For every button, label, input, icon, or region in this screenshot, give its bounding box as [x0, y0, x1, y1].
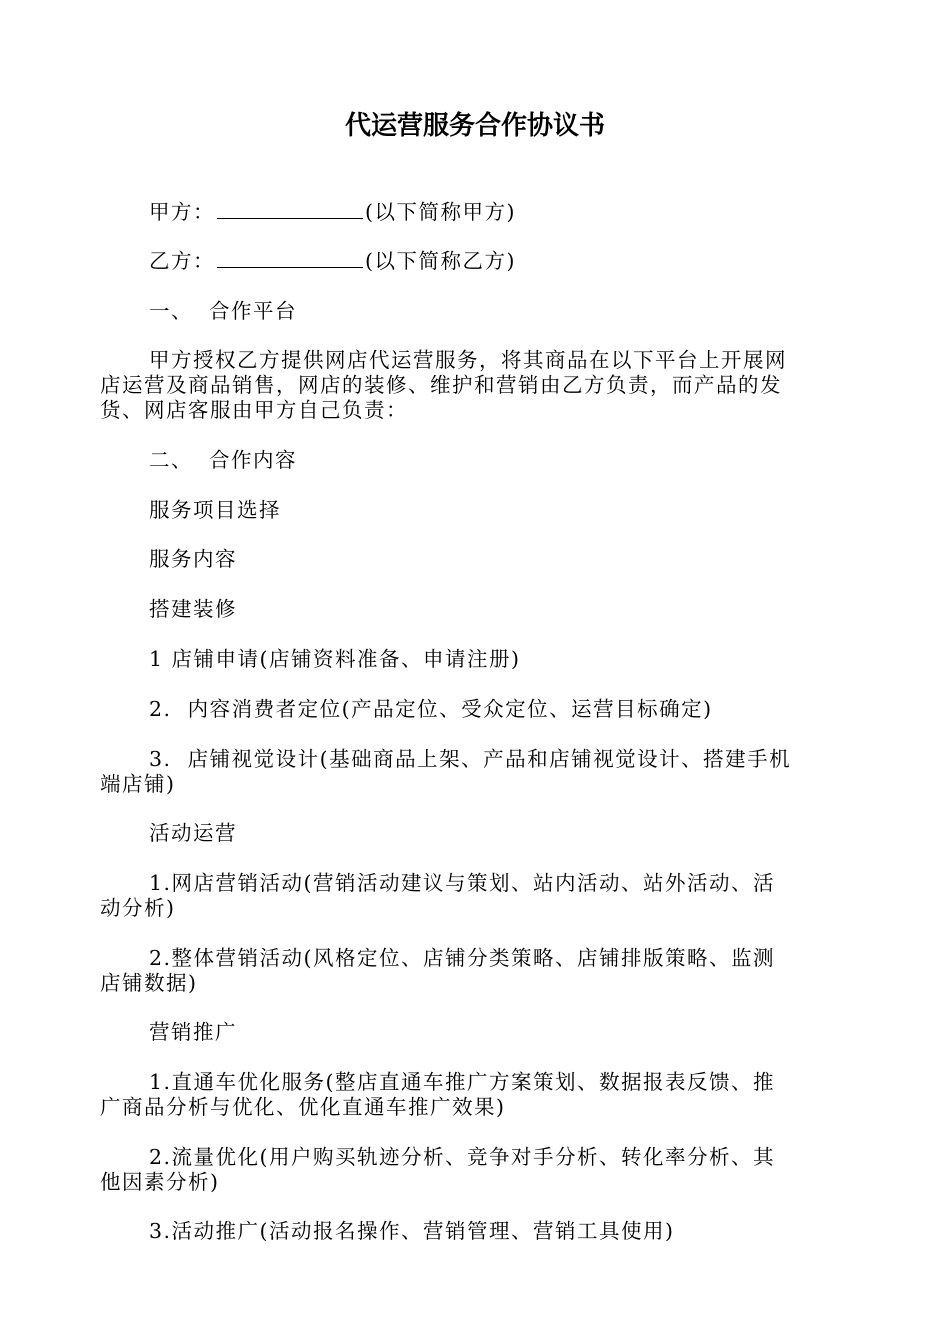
paragraph-line: 他因素分析): [100, 1170, 220, 1194]
party-a-line: [100, 200, 899, 225]
list-item-shop-application: 1 店铺申请(店铺资料准备、申请注册): [149, 647, 521, 671]
list-item-through-train: [100, 1070, 850, 1120]
paragraph-line: 广商品分析与优化、优化直通车推广效果): [100, 1095, 506, 1119]
paragraph-line: 货、网店客服由甲方自己负责：: [100, 398, 408, 422]
paragraph-line: 1.网店营销活动(营销活动建议与策划、站内活动、站外活动、活: [149, 871, 776, 895]
list-item-shop-marketing: [100, 871, 850, 921]
list-item-traffic: [100, 1145, 850, 1195]
service-content-heading: 服务内容: [149, 547, 237, 571]
paragraph-line: 店铺数据): [100, 971, 198, 995]
service-select-heading: 服务项目选择: [149, 498, 281, 522]
paragraph-line: 端店铺): [100, 772, 176, 796]
party-b-line: [100, 249, 899, 274]
paragraph-authorization: [100, 348, 850, 423]
party-a-blank: [217, 200, 363, 219]
list-item-overall-marketing: [100, 946, 850, 996]
document-title: 代运营服务合作协议书: [344, 111, 605, 141]
build-decor-heading: 搭建装修: [149, 597, 237, 621]
party-b-label: 乙方：: [149, 249, 215, 273]
paragraph-line: 1.直通车优化服务(整店直通车推广方案策划、数据报表反馈、推: [149, 1070, 776, 1094]
party-b-blank: [217, 249, 363, 268]
list-item-promotion: 3.活动推广(活动报名操作、营销管理、营销工具使用): [149, 1219, 675, 1243]
section-heading-platform: 一、 合作平台: [149, 299, 298, 323]
party-a-suffix: (以下简称甲方): [365, 200, 516, 224]
marketing-heading: 营销推广: [149, 1020, 237, 1044]
activity-ops-heading: 活动运营: [149, 821, 237, 845]
paragraph-line: 动分析): [100, 896, 176, 920]
paragraph-line: 甲方授权乙方提供网店代运营服务，将其商品在以下平台上开展网: [149, 348, 787, 372]
paragraph-line: 店运营及商品销售，网店的装修、维护和营销由乙方负责，而产品的发: [100, 373, 782, 397]
list-item-positioning: 2. 内容消费者定位(产品定位、受众定位、运营目标确定): [149, 697, 713, 721]
paragraph-line: 2.流量优化(用户购买轨迹分析、竞争对手分析、转化率分析、其: [149, 1145, 776, 1169]
party-a-label: 甲方：: [149, 200, 215, 224]
section-heading-content: 二、 合作内容: [149, 448, 298, 472]
list-item-visual-design: [100, 747, 850, 797]
party-b-suffix: (以下简称乙方): [365, 249, 516, 273]
paragraph-line: 3. 店铺视觉设计(基础商品上架、产品和店铺视觉设计、搭建手机: [149, 747, 792, 771]
paragraph-line: 2.整体营销活动(风格定位、店铺分类策略、店铺排版策略、监测: [149, 946, 776, 970]
